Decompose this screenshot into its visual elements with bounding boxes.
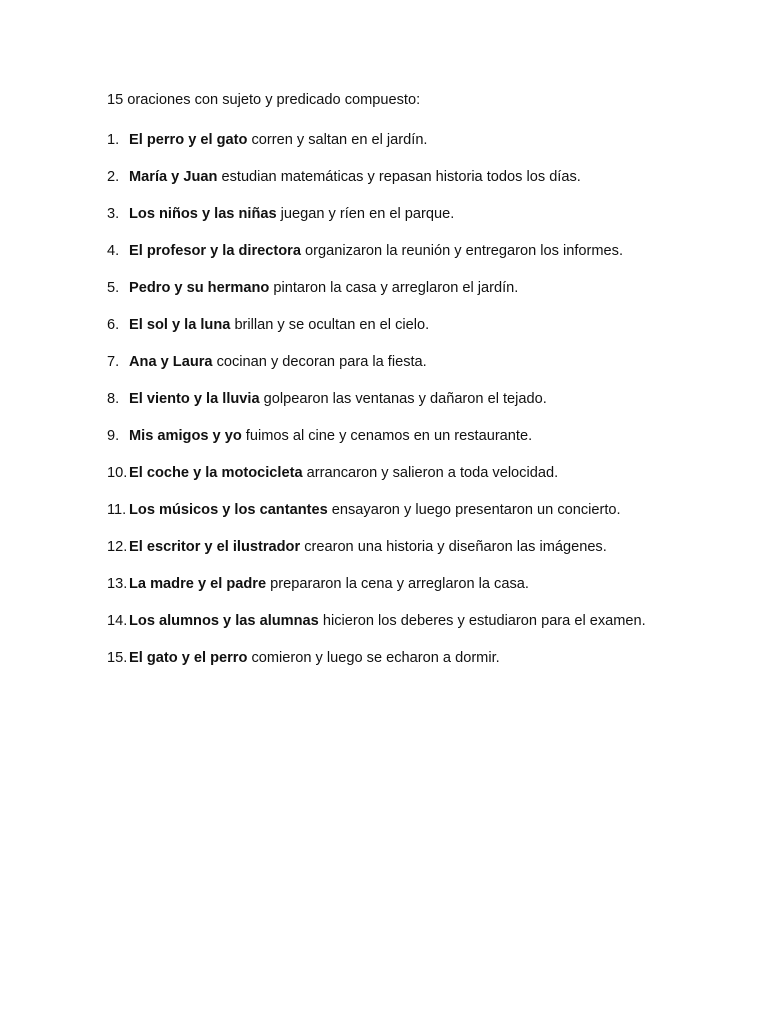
compound-subject: Ana y Laura [129,354,213,370]
compound-subject: Mis amigos y yo [129,428,242,444]
compound-predicate: brillan y se ocultan en el cielo. [230,317,430,333]
list-item [107,275,667,302]
sentence-list [107,127,667,672]
list-item [107,645,667,672]
item-number: 7. [107,354,120,370]
compound-subject: El coche y la motocicleta [129,465,303,481]
compound-predicate: comieron y luego se echaron a dormir. [247,650,500,666]
compound-subject: Los alumnos y las alumnas [129,613,319,629]
compound-predicate: hicieron los deberes y estudiaron para el examen. [318,613,646,629]
compound-predicate: estudian matemáticas y repasan historia todos los días. [217,169,581,185]
compound-subject: Pedro y su hermano [129,280,270,296]
list-item [107,164,667,191]
compound-subject: Los músicos y los cantantes [129,502,328,518]
list-item [107,312,667,339]
compound-subject: María y Juan [129,169,218,185]
item-number: 1. [107,132,120,148]
item-number: 4. [107,243,120,259]
compound-predicate: juegan y ríen en el parque. [276,206,455,222]
item-number: 6. [107,317,120,333]
compound-predicate: pintaron la casa y arreglaron el jardín. [269,280,519,296]
list-item [107,386,667,413]
list-item [107,201,667,228]
compound-predicate: prepararon la cena y arreglaron la casa. [266,576,529,592]
intro-text: 15 oraciones con sujeto y predicado compuesto: [107,92,421,108]
compound-subject: El perro y el gato [129,132,248,148]
item-number: 5. [107,280,120,296]
compound-predicate: golpearon las ventanas y dañaron el tejado. [259,391,547,407]
compound-subject: El viento y la lluvia [129,391,260,407]
compound-predicate: cocinan y decoran para la fiesta. [212,354,427,370]
list-item [107,608,667,635]
item-number: 2. [107,169,120,185]
list-item [107,238,667,265]
item-number: 14. [107,613,128,629]
compound-predicate: ensayaron y luego presentaron un concierto. [327,502,621,518]
list-item [107,127,667,154]
item-number: 10. [107,465,128,481]
item-number: 8. [107,391,120,407]
compound-predicate: organizaron la reunión y entregaron los informes. [300,243,624,259]
compound-predicate: arrancaron y salieron a toda velocidad. [302,465,559,481]
compound-predicate: fuimos al cine y cenamos en un restaurante. [241,428,533,444]
item-number: 9. [107,428,120,444]
document-page [107,90,667,682]
compound-subject: El sol y la luna [129,317,231,333]
item-number: 12. [107,539,128,555]
list-item [107,349,667,376]
compound-predicate: corren y saltan en el jardín. [247,132,428,148]
list-item [107,571,667,598]
list-item [107,423,667,450]
compound-subject: El gato y el perro [129,650,248,666]
item-number: 3. [107,206,120,222]
item-number: 13. [107,576,128,592]
list-item [107,534,667,561]
list-item [107,497,667,524]
list-item [107,460,667,487]
compound-subject: La madre y el padre [129,576,267,592]
compound-subject: El escritor y el ilustrador [129,539,301,555]
item-number: 15. [107,650,128,666]
compound-subject: Los niños y las niñas [129,206,277,222]
compound-subject: El profesor y la directora [129,243,301,259]
item-number: 11. [107,502,127,518]
compound-predicate: crearon una historia y diseñaron las imágenes. [300,539,607,555]
